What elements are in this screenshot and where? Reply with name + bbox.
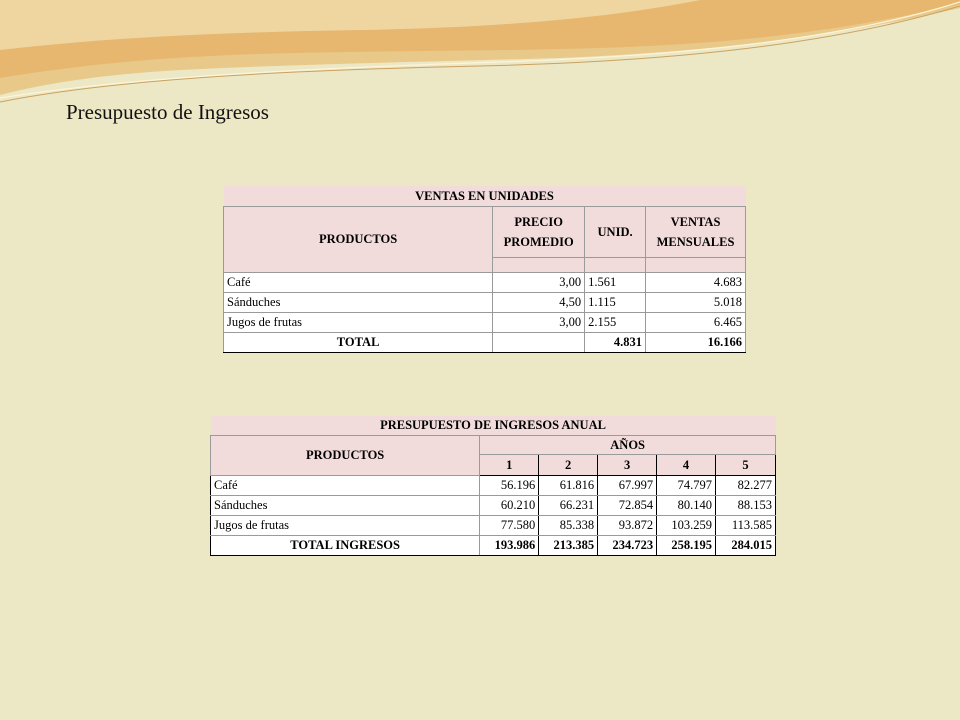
- value-cell: 72.854: [598, 496, 657, 516]
- total-ventas: 16.166: [646, 333, 746, 353]
- table-row: [211, 496, 776, 516]
- producto-cell: Café: [224, 273, 493, 293]
- table-total-row: [224, 333, 746, 353]
- total-unid: 4.831: [585, 333, 646, 353]
- value-cell: 103.259: [657, 516, 716, 536]
- value-cell: 66.231: [539, 496, 598, 516]
- header-productos: PRODUCTOS: [224, 207, 493, 273]
- year-header: 1: [480, 455, 539, 476]
- total-label: TOTAL: [224, 333, 493, 353]
- total-value: 258.195: [657, 536, 716, 556]
- value-cell: 113.585: [716, 516, 776, 536]
- ventas-unidades-table: [223, 186, 746, 353]
- value-cell: 74.797: [657, 476, 716, 496]
- value-cell: 82.277: [716, 476, 776, 496]
- producto-cell: Jugos de frutas: [211, 516, 480, 536]
- unid-cell: 1.115: [585, 293, 646, 313]
- total-value: 284.015: [716, 536, 776, 556]
- table-row: [211, 516, 776, 536]
- header-spacer-cell: [646, 258, 746, 273]
- total-value: 234.723: [598, 536, 657, 556]
- table-title-row: [224, 186, 746, 207]
- total-value: 193.986: [480, 536, 539, 556]
- table-row: [224, 313, 746, 333]
- table-row: [224, 273, 746, 293]
- precio-cell: 3,00: [493, 313, 585, 333]
- precio-cell: 3,00: [493, 273, 585, 293]
- table-total-row: [211, 536, 776, 556]
- value-cell: 85.338: [539, 516, 598, 536]
- value-cell: 67.997: [598, 476, 657, 496]
- presupuesto-table-title: PRESUPUESTO DE INGRESOS ANUAL: [211, 416, 776, 436]
- ventas-cell: 4.683: [646, 273, 746, 293]
- value-cell: 77.580: [480, 516, 539, 536]
- ventas-cell: 6.465: [646, 313, 746, 333]
- year-header: 4: [657, 455, 716, 476]
- header-productos: PRODUCTOS: [211, 436, 480, 476]
- producto-cell: Café: [211, 476, 480, 496]
- precio-cell: 4,50: [493, 293, 585, 313]
- year-header: 5: [716, 455, 776, 476]
- total-precio-cell: [493, 333, 585, 353]
- ventas-table-title: VENTAS EN UNIDADES: [224, 186, 746, 207]
- value-cell: 60.210: [480, 496, 539, 516]
- total-value: 213.385: [539, 536, 598, 556]
- table-row: [211, 476, 776, 496]
- producto-cell: Sánduches: [224, 293, 493, 313]
- producto-cell: Sánduches: [211, 496, 480, 516]
- value-cell: 93.872: [598, 516, 657, 536]
- header-precio-promedio: PRECIO PROMEDIO: [493, 207, 585, 258]
- value-cell: 88.153: [716, 496, 776, 516]
- table-header-row: [211, 436, 776, 455]
- total-label: TOTAL INGRESOS: [211, 536, 480, 556]
- value-cell: 80.140: [657, 496, 716, 516]
- header-spacer-cell: [585, 258, 646, 273]
- value-cell: 61.816: [539, 476, 598, 496]
- header-spacer-cell: [493, 258, 585, 273]
- table-header-row: [224, 207, 746, 258]
- table-row: [224, 293, 746, 313]
- header-ventas-mensuales: VENTAS MENSUALES: [646, 207, 746, 258]
- unid-cell: 2.155: [585, 313, 646, 333]
- table-title-row: [211, 416, 776, 436]
- ventas-cell: 5.018: [646, 293, 746, 313]
- year-header: 2: [539, 455, 598, 476]
- year-header: 3: [598, 455, 657, 476]
- value-cell: 56.196: [480, 476, 539, 496]
- producto-cell: Jugos de frutas: [224, 313, 493, 333]
- header-anos: AÑOS: [480, 436, 776, 455]
- header-swoosh-decoration: [0, 0, 960, 110]
- unid-cell: 1.561: [585, 273, 646, 293]
- presupuesto-ingresos-table: [210, 416, 776, 556]
- header-unid: UNID.: [585, 207, 646, 258]
- slide-title: Presupuesto de Ingresos: [66, 100, 269, 124]
